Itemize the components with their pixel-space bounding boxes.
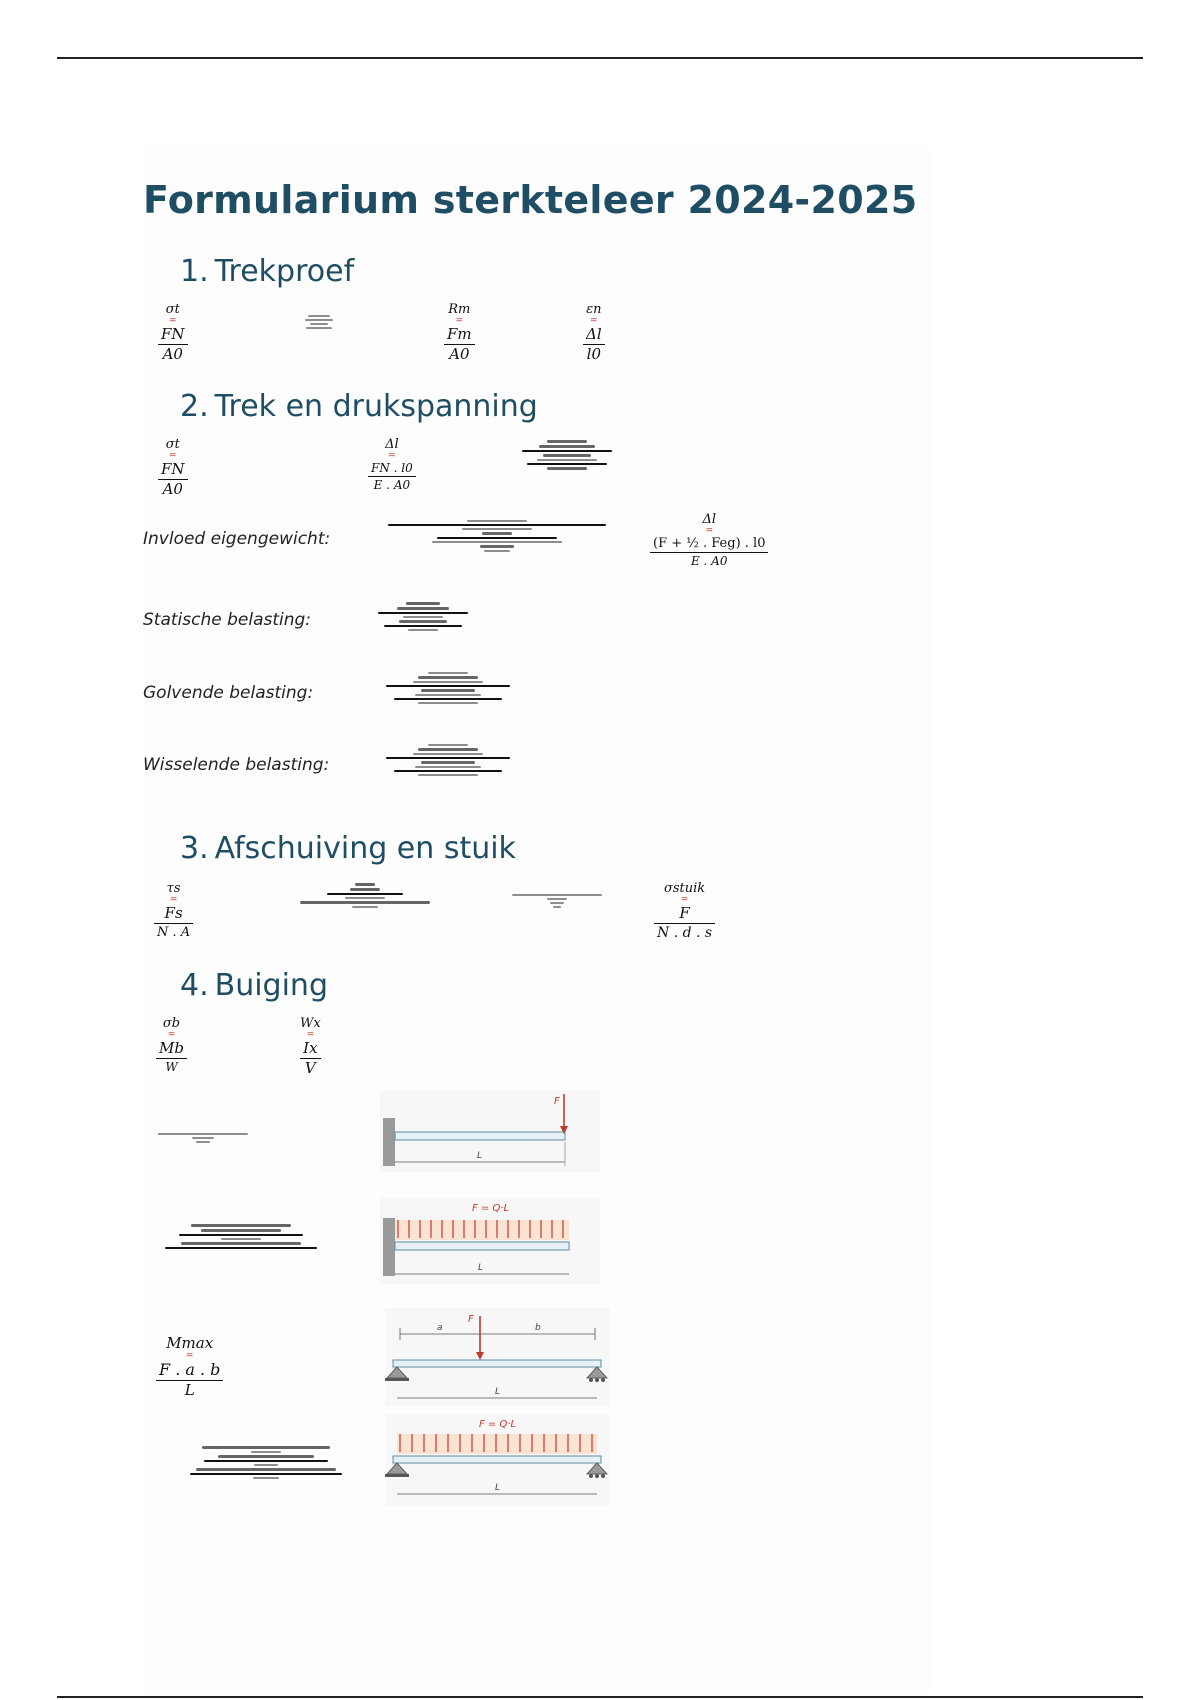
section-number: 2. [180, 389, 209, 424]
formula-numerator: F [679, 904, 690, 922]
formula-illegible [378, 602, 468, 631]
formula-illegible [305, 315, 333, 329]
formula-equals: = [306, 1030, 315, 1040]
formula-lhs: σb [162, 1016, 181, 1031]
formula-moment-puntlast [156, 1336, 223, 1398]
formula-illegible [190, 1446, 342, 1479]
section-heading-trek-druk [180, 389, 538, 424]
formula-denominator: A0 [162, 480, 183, 498]
formula-denominator: A0 [449, 345, 470, 363]
formula-denominator: l0 [586, 345, 601, 363]
dimension-a-label: a [437, 1323, 443, 1333]
formula-denominator: E . A0 [373, 478, 411, 492]
formula-rek [583, 303, 605, 362]
formula-stuikspanning [654, 882, 715, 940]
formula-numerator: Fm [447, 325, 472, 343]
formula-lhs: Rm [448, 302, 471, 317]
formula-numerator: Fs [164, 904, 183, 922]
label-wisselende-belasting: Wisselende belasting: [143, 755, 330, 775]
section-number: 4. [180, 968, 209, 1003]
label-statische-belasting: Statische belasting: [143, 610, 312, 630]
section-heading-trekproef [180, 254, 354, 289]
distributed-load-label: F = Q·L [479, 1419, 517, 1430]
formula-denominator: N . A [157, 925, 191, 940]
formula-illegible [300, 883, 430, 908]
formula-numerator: FN [161, 325, 185, 343]
formula-buigspanning [156, 1017, 187, 1073]
section-title: Trek en drukspanning [214, 389, 538, 424]
formula-denominator: A0 [162, 345, 183, 363]
formula-illegible [165, 1224, 317, 1249]
section-heading-buiging [180, 968, 328, 1003]
length-label: L [478, 1263, 484, 1273]
formula-denominator: N . d . s [657, 925, 713, 941]
formula-lhs: Δl [385, 437, 399, 452]
formula-lhs: σt [165, 437, 180, 452]
formula-lhs: Δl [702, 512, 716, 527]
section-title: Buiging [214, 968, 328, 1003]
section-number: 3. [180, 831, 209, 866]
fraction-bar [156, 1058, 187, 1059]
formula-equals: = [167, 1030, 176, 1040]
formula-lhs: Mmax [166, 1334, 214, 1352]
fraction-bar [654, 923, 715, 924]
formula-illegible [158, 1133, 248, 1143]
dimension-b-label: b [535, 1323, 541, 1333]
diagram-simply-supported-distributed-load [385, 1414, 610, 1506]
formula-lhs: Wx [300, 1016, 321, 1031]
formula-normaalspanning [158, 438, 188, 497]
label-golvende-belasting: Golvende belasting: [143, 683, 314, 703]
formula-illegible [512, 894, 602, 908]
formula-denominator: V [304, 1059, 316, 1077]
formula-equals: = [169, 895, 178, 905]
label-eigengewicht: Invloed eigengewicht: [143, 529, 331, 549]
distributed-load-label: F = Q·L [472, 1203, 510, 1214]
formula-numerator: FN [161, 460, 185, 478]
formula-lhs: εn [586, 302, 602, 317]
top-rule [57, 57, 1143, 59]
formula-eigengewicht [650, 513, 768, 567]
formula-equals: = [590, 316, 598, 326]
force-label: F [554, 1096, 560, 1107]
formula-numerator: FN . l0 [371, 461, 413, 475]
formula-equals: = [705, 526, 713, 536]
page-title: Formularium sterkteleer 2024-2025 [143, 178, 918, 222]
formula-denominator: E . A0 [690, 554, 728, 568]
formula-equals: = [185, 1351, 194, 1361]
formula-verlenging [368, 438, 416, 491]
section-title: Afschuiving en stuik [214, 831, 516, 866]
fraction-bar [154, 923, 193, 924]
bottom-rule [57, 1696, 1143, 1698]
formula-denominator: L [184, 1381, 195, 1399]
formula-illegible [386, 672, 510, 704]
formula-schuifspanning [154, 882, 193, 939]
formula-equals: = [455, 316, 464, 326]
formula-lhs: σstuik [663, 881, 706, 896]
diagram-cantilever-point-load [380, 1090, 600, 1172]
fraction-bar [650, 552, 768, 553]
formula-treksterkte [444, 303, 475, 362]
formula-equals: = [169, 451, 177, 461]
diagram-simply-supported-point-load [385, 1308, 610, 1406]
formula-illegible [388, 520, 606, 552]
formula-equals: = [169, 316, 177, 326]
formula-numerator: Mb [159, 1039, 184, 1057]
section-heading-afschuiving [180, 831, 516, 866]
fraction-bar [368, 476, 416, 477]
formula-numerator: Δl [586, 325, 602, 343]
section-number: 1. [180, 254, 209, 289]
formula-equals: = [680, 895, 689, 905]
formula-illegible [522, 440, 612, 470]
force-label: F [468, 1314, 474, 1325]
formula-lhs: σt [165, 302, 180, 317]
formula-trekspanning [158, 303, 188, 362]
section-title: Trekproef [214, 254, 355, 289]
formula-equals: = [388, 451, 396, 461]
diagram-cantilever-distributed-load [380, 1198, 600, 1284]
formula-illegible [386, 744, 510, 776]
length-label: L [477, 1151, 483, 1161]
length-label: L [495, 1387, 501, 1397]
formula-weerstandsmoment [300, 1017, 321, 1076]
formula-numerator: F . a . b [159, 1360, 221, 1379]
formula-lhs: τs [166, 881, 181, 896]
formula-denominator: W [165, 1060, 178, 1074]
length-label: L [495, 1483, 501, 1493]
formula-numerator: Ix [303, 1039, 318, 1057]
formula-numerator: (F + ½ . Feg) . l0 [653, 536, 766, 551]
